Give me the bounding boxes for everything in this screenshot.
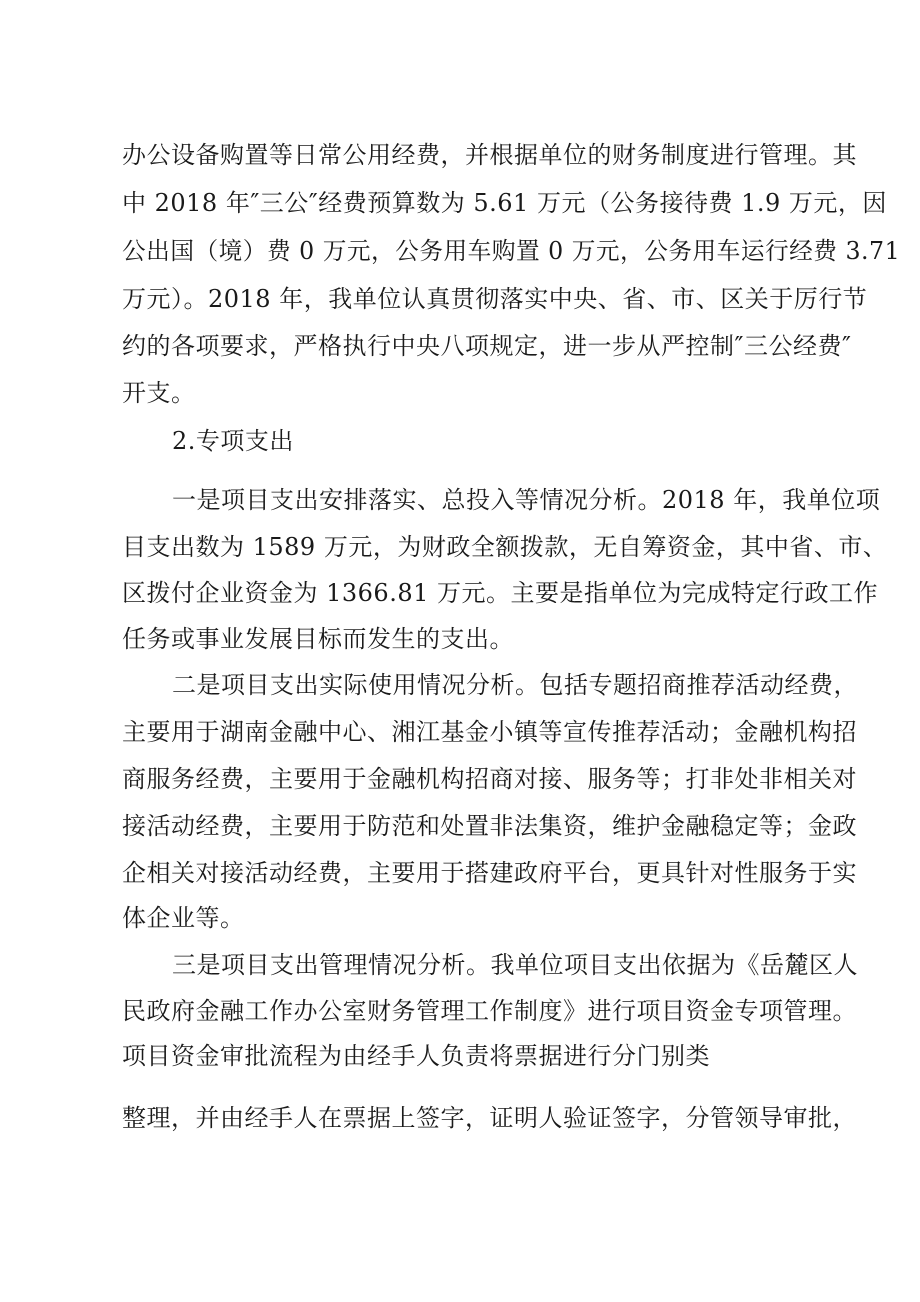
text-line-18: 三是项目支出管理情况分析。我单位项目支出依据为《岳麓区人 (172, 951, 858, 979)
text-line-6: 开支。 (122, 379, 196, 407)
text-line-19: 民政府金融工作办公室财务管理工作制度》进行项目资金专项管理。 (122, 997, 857, 1025)
section-heading: 2.专项支出 (172, 427, 294, 455)
text-line-10: 区拨付企业资金为 1366.81 万元。主要是指单位为完成特定行政工作 (122, 579, 879, 607)
text-line-11: 任务或事业发展目标而发生的支出。 (122, 625, 514, 653)
text-line-13: 主要用于湖南金融中心、湘江基金小镇等宣传推荐活动；金融机构招 (122, 718, 857, 746)
text-line-15: 接活动经费，主要用于防范和处置非法集资，维护金融稳定等；金政 (122, 812, 857, 840)
text-line-5: 约的各项要求，严格执行中央八项规定，进一步从严控制″三公经费″ (122, 332, 852, 360)
text-line-17: 体企业等。 (122, 904, 245, 932)
text-line-14: 商服务经费，主要用于金融机构招商对接、服务等；打非处非相关对 (122, 765, 857, 793)
text-line-2: 中 2018 年″三公″经费预算数为 5.61 万元（公务接待费 1.9 万元，因 (122, 189, 887, 217)
text-line-4: 万元）。2018 年，我单位认真贯彻落实中央、省、市、区关于厉行节 (122, 285, 868, 313)
text-line-21: 整理，并由经手人在票据上签字，证明人验证签字，分管领导审批， (122, 1104, 857, 1132)
text-line-8: 一是项目支出安排落实、总投入等情况分析。2018 年，我单位项 (172, 486, 881, 514)
text-line-12: 二是项目支出实际使用情况分析。包括专题招商推荐活动经费， (172, 671, 858, 699)
text-line-16: 企相关对接活动经费，主要用于搭建政府平台，更具针对性服务于实 (122, 859, 857, 887)
text-line-20: 项目资金审批流程为由经手人负责将票据进行分门别类 (122, 1042, 710, 1070)
text-line-9: 目支出数为 1589 万元，为财政全额拨款，无自筹资金，其中省、市、 (122, 533, 888, 561)
text-line-1: 办公设备购置等日常公用经费，并根据单位的财务制度进行管理。其 (122, 141, 857, 169)
text-line-3: 公出国（境）费 0 万元，公务用车购置 0 万元，公务用车运行经费 3.71 (122, 237, 901, 265)
